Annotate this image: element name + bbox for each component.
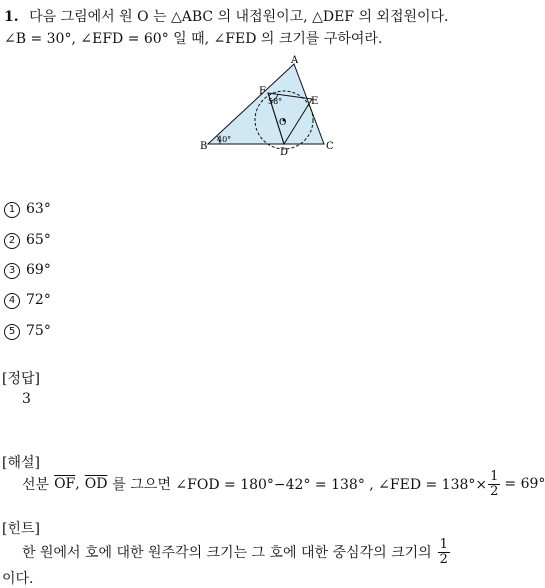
solution-frac-den: 2	[490, 483, 499, 499]
label-c: C	[326, 141, 334, 152]
label-angle-f: 58°	[268, 97, 283, 106]
choice-marker-5: 5	[4, 324, 20, 340]
solution-fraction	[488, 470, 500, 499]
choice-4[interactable]	[4, 292, 51, 309]
solution-frac-num: 1	[490, 468, 499, 484]
solution-header: [해설]	[2, 455, 40, 471]
choice-text-1: 63°	[26, 201, 51, 217]
triangle-figure	[198, 56, 338, 160]
label-e: E	[311, 96, 319, 107]
solution-line	[22, 468, 545, 500]
solution-prefix: 선분	[22, 477, 50, 493]
answer-value: 3	[22, 391, 31, 407]
choice-5[interactable]	[4, 323, 51, 340]
hint-line-1	[22, 536, 451, 568]
choice-1[interactable]	[4, 201, 51, 218]
label-o: O	[279, 118, 287, 128]
question-line-1	[4, 6, 449, 26]
solution-comma: ,	[75, 476, 80, 492]
hint-text-2: 이다.	[2, 571, 34, 587]
segment-od: $\overline{OD}$	[84, 476, 108, 492]
label-angle-b: 40°	[217, 135, 232, 144]
solution-result: = 69°	[504, 476, 545, 492]
label-f: F	[259, 86, 266, 97]
question-number: 1.	[4, 9, 19, 25]
choice-marker-3: 3	[4, 263, 20, 279]
question-text-2: ∠B = 30°, ∠EFD = 60° 일 때, ∠FED 의 크기를 구하여라.	[4, 31, 383, 47]
answer-header: [정답]	[2, 371, 40, 387]
triangle-abc	[208, 64, 324, 144]
choice-marker-1: 1	[4, 202, 20, 218]
hint-text-1: 한 원에서 호에 대한 원주각의 크기는 그 호에 대한 중심각의 크기의	[22, 545, 432, 561]
choice-text-2: 65°	[26, 232, 51, 248]
label-b: B	[200, 141, 208, 152]
hint-frac-den: 2	[439, 551, 448, 567]
choice-text-4: 72°	[26, 292, 51, 308]
hint-header: [힌트]	[2, 521, 40, 537]
choice-3[interactable]	[4, 262, 51, 279]
solution-middle: 를 그으면 ∠FOD = 180°−42° = 138° , ∠FED = 138°×	[112, 477, 488, 493]
question-text-1: 다음 그림에서 원 O 는 △ABC 의 내접원이고, △DEF 의 외접원이다.	[29, 9, 449, 25]
choice-marker-4: 4	[4, 293, 20, 309]
hint-fraction	[438, 538, 450, 567]
segment-of: $\overline{OF}$	[54, 476, 76, 492]
choice-text-3: 69°	[26, 262, 51, 278]
label-d: D	[280, 147, 289, 158]
choice-text-5: 75°	[26, 323, 51, 339]
label-a: A	[291, 55, 299, 66]
choice-marker-2: 2	[4, 233, 20, 249]
hint-frac-num: 1	[439, 536, 448, 552]
choice-2[interactable]	[4, 232, 51, 249]
